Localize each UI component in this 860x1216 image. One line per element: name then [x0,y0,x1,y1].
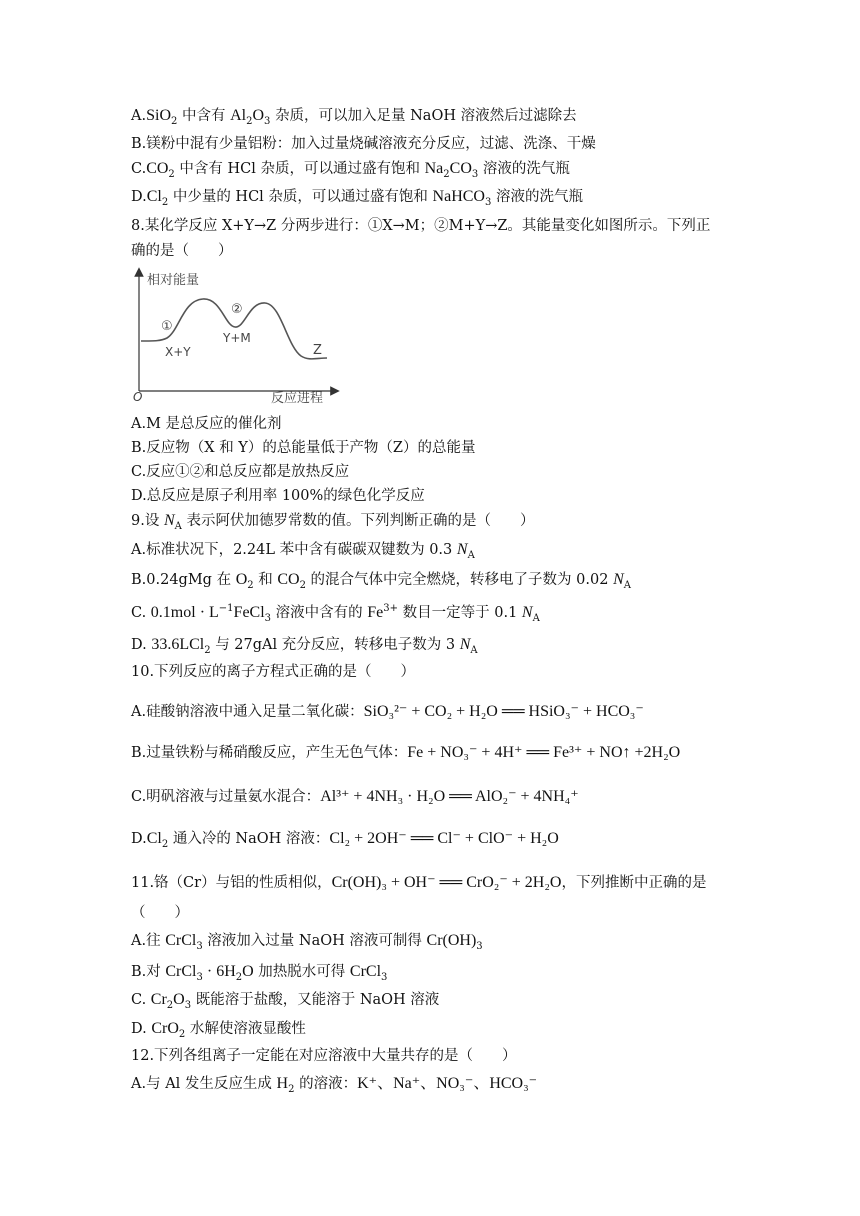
intermediate-label: Y+M [223,331,251,345]
q10-option-a: A.硅酸钠溶液中通入足量二氧化碳：SiO₃²⁻ + CO₂ + H₂O ══ HSiO₃⁻ + HCO₃⁻ [131,703,644,720]
q8-option-d: D.总反应是原子利用率 100%的绿色化学反应 [131,488,425,504]
q9-stem: 9.设 $N_A$ 表示阿伏加德罗常数的值。下列判断正确的是（ ） [131,512,535,532]
equation-a: SiO₃²⁻ + CO₂ + H₂O ══ HSiO₃⁻ + HCO₃⁻ [363,703,644,720]
q11-stem-line1: 11.铬（Cr）与铝的性质相似，Cr(OH)₃ + OH⁻ ══ CrO₂⁻ + 2H₂O，下列推断中正确的是 [131,874,707,891]
q9-option-a: A.标准状况下，2.24L 苯中含有碳碳双键数为 0.3 $N_A$ [131,541,475,561]
q7-option-a: A.SiO$_2$ 中含有 $Al_2O_3$ 杂质，可以加入足量 NaOH 溶液然后过滤除去 [131,107,577,127]
q10-option-b: B.过量铁粉与稀硝酸反应，产生无色气体：Fe + NO₃⁻ + 4H⁺ ══ Fe³⁺ + NO↑ +2H₂O [131,744,681,761]
q12-stem: 12.下列各组离子一定能在对应溶液中大量共存的是（ ） [131,1048,517,1064]
q9-option-c: C. $0.1mol \cdot L^{-1}FeCl_3$ 溶液中含有的 $Fe^{3+}$ 数目一定等于 0.1 $N_A$ [131,603,540,624]
equation-c: Al³⁺ + 4NH₃ · H₂O ══ AlO₂⁻ + 4NH₄⁺ [320,788,579,805]
q8-option-c: C.反应①②和总反应都是放热反应 [131,464,350,480]
q11-option-c: C. $Cr_2O_3$ 既能溶于盐酸，又能溶于 NaOH 溶液 [131,991,440,1011]
equation-b: Fe + NO₃⁻ + 4H⁺ ══ Fe³⁺ + NO↑ +2H₂O [407,744,681,761]
q8-stem-line2: 确的是（ ） [131,243,233,259]
q9-option-d: D. 33.6LCl$_2$ 与 27gAl 充分反应，转移电子数为 3 $N_A$ [131,636,478,656]
step1-label: ① [161,319,173,334]
q8-option-a: A.M 是总反应的催化剂 [131,416,282,432]
x-axis-label: 反应进程 [271,391,324,406]
q7-option-c: $C.CO_2$ 中含有 HCl 杂质，可以通过盛有饱和 $Na_2CO_3$ 溶液的洗气瓶 [131,160,570,180]
equation-d: Cl₂ + 2OH⁻ ══ Cl⁻ + ClO⁻ + H₂O [329,830,559,847]
energy-diagram [131,266,343,406]
origin-label: O [133,390,143,404]
q11-option-a: A.往 CrCl$_3$ 溶液加入过量 NaOH 溶液可制得 $Cr(OH)_3$ [131,932,483,952]
q7-option-b: B.镁粉中混有少量铝粉：加入过量烧碱溶液充分反应，过滤、洗涤、干燥 [131,136,596,152]
q10-stem: 10.下列反应的离子方程式正确的是（ ） [131,664,416,680]
product-label: Z [313,343,322,358]
q7-option-d: $D.Cl_2$ 中少量的 HCl 杂质，可以通过盛有饱和 NaHCO$_3$ 溶液的洗气瓶 [131,188,583,208]
q8-option-b: B.反应物（X 和 Y）的总能量低于产物（Z）的总能量 [131,440,476,456]
q11-option-d: D. CrO$_2$ 水解使溶液显酸性 [131,1020,306,1040]
ion-list: K⁺、Na⁺、NO₃⁻、HCO₃⁻ [357,1075,538,1092]
y-axis-label: 相对能量 [147,273,200,288]
reactants-label: X+Y [165,345,191,359]
q8-stem-line1: 8.某化学反应 X+Y→Z 分两步进行：①X→M；②M+Y→Z。其能量变化如图所示。下列正 [131,218,711,234]
q11-option-b: B.对 CrCl$_3$ · $6H_2O$ 加热脱水可得 CrCl$_3$ [131,963,388,983]
step2-label: ② [231,302,243,317]
q10-option-d: $D.Cl_2$ 通入冷的 NaOH 溶液：Cl₂ + 2OH⁻ ══ Cl⁻ + ClO⁻ + H₂O [131,830,559,850]
q12-option-a: A.与 Al 发生反应生成 $H_2$ 的溶液：K⁺、Na⁺、NO₃⁻、HCO₃⁻ [131,1075,538,1095]
equation-q11: Cr(OH)₃ + OH⁻ ══ CrO₂⁻ + 2H₂O [331,874,562,891]
q10-option-c: C.明矾溶液与过量氨水混合：Al³⁺ + 4NH₃ · H₂O ══ AlO₂⁻ + 4NH₄⁺ [131,788,579,805]
q11-stem-line2: （ ） [131,905,189,921]
q9-option-b: B.0.24gMg 在 $O_2$ 和 $CO_2$ 的混合气体中完全燃烧，转移电了子数为 0.02 $N_A$ [131,571,631,591]
